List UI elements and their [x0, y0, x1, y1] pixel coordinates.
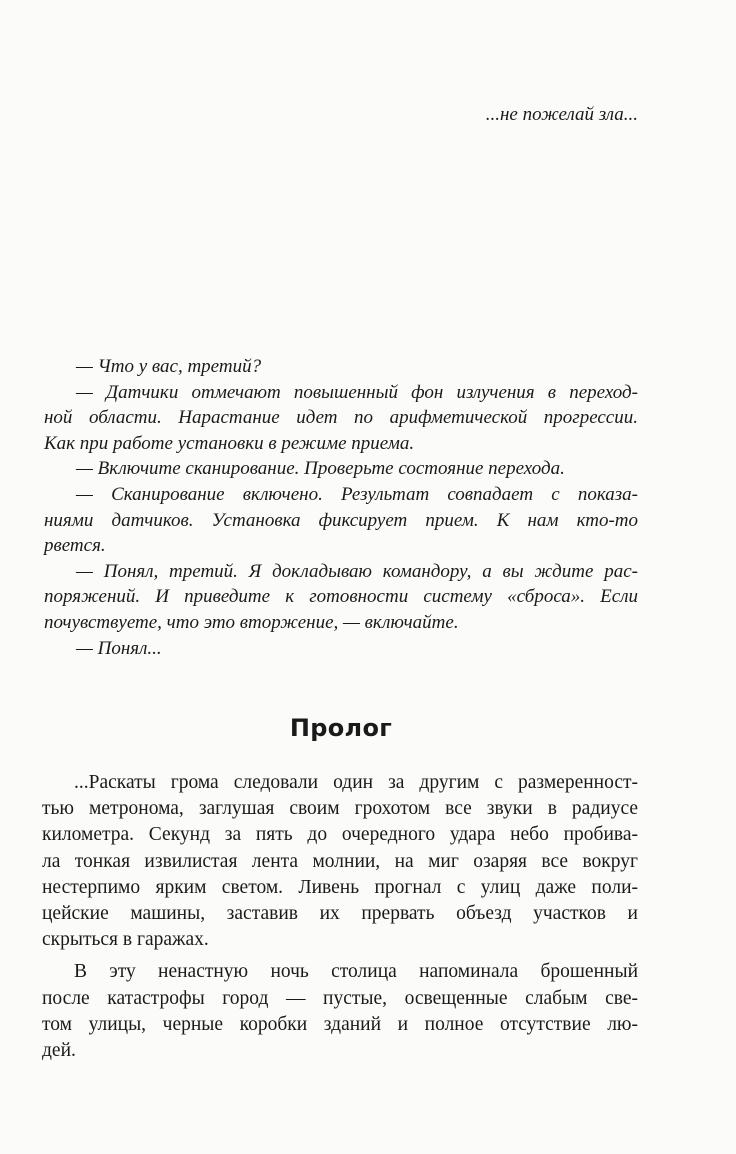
text-line: ла тонкая извилистая лента молнии, на миг озаряя все вокруг	[42, 850, 638, 872]
text-line: ной области. Нарастание идет по арифметической прогрессии.	[44, 407, 638, 429]
prologue-text	[42, 770, 638, 1064]
text-line: километра. Секунд за пять до очередного удара небо пробива-	[42, 824, 638, 846]
text-line: ...Раскаты грома следовали один за другим с размеренност-	[74, 772, 638, 793]
epigraph: ...не пожелай зла...	[485, 104, 638, 125]
text-line: В эту ненастную ночь столица напоминала брошенный	[74, 961, 638, 983]
text-line: — Датчики отмечают повышенный фон излучения в переход-	[76, 381, 638, 403]
text-line: цейские машины, заставив их прервать объезд участков и	[42, 903, 638, 925]
text-line: рвется.	[44, 535, 106, 557]
dialogue-block	[44, 354, 638, 661]
text-line: скрыться в гаражах.	[42, 929, 209, 951]
text-line: — Понял, третий. Я докладываю командору, а вы ждите рас-	[76, 560, 638, 582]
text-line: ниями датчиков. Установка фиксирует прием. К нам кто-то	[44, 509, 638, 531]
text-line: тью метронома, заглушая своим грохотом все звуки в радиусе	[42, 798, 638, 820]
text-line: после катастрофы город — пустые, освещенные слабым све-	[42, 987, 638, 1009]
text-line: — Включите сканирование. Проверьте состояние перехода.	[76, 458, 565, 480]
chapter-title: Пролог	[289, 714, 393, 742]
text-line: — Сканирование включено. Результат совпадает с показа-	[76, 483, 638, 505]
paragraph	[42, 959, 638, 1064]
text-line: — Что у вас, третий?	[76, 356, 262, 377]
text-line: нестерпимо ярким светом. Ливень прогнал с улиц даже поли-	[42, 876, 638, 898]
text-line: почувствуете, что это вторжение, — включайте.	[44, 611, 459, 633]
text-line: дей.	[42, 1040, 76, 1062]
text-line: поряжений. И приведите к готовности систему «сброса». Если	[44, 586, 638, 608]
text-line: Как при работе установки в режиме приема.	[44, 432, 415, 454]
text-line: — Понял...	[76, 637, 162, 659]
paragraph	[42, 770, 638, 953]
text-line: том улицы, черные коробки зданий и полное отсутствие лю-	[42, 1013, 638, 1035]
